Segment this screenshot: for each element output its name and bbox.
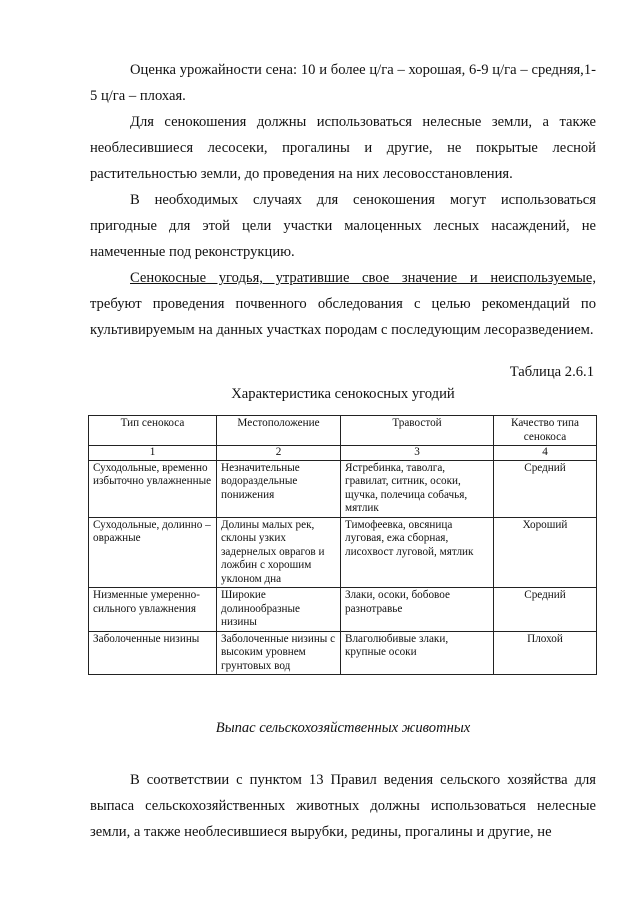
table-header-row [89,416,597,446]
table-row [89,460,597,517]
header-cell: Качество типа сенокоса [494,416,597,446]
header-cell: Травостой [341,416,494,446]
paragraph-grazing [90,767,596,845]
table-cell: Незначительные водораздельные понижения [217,460,341,517]
column-number: 1 [89,446,217,461]
column-number: 4 [494,446,597,461]
table-cell: Плохой [494,631,597,675]
paragraph-text: Для сенокошения должны использоваться нелесные земли, а также необлесившиеся лесосеки, прогалины и другие, не покрытые лесной растительностью земли, до проведения на них лесовосстановления. [90,114,596,182]
paragraph-text: В соответствии с пунктом 13 Правил ведения сельского хозяйства для выпаса сельскохозяйственных животных должны использоваться нелесные земли, а также необлесившиеся вырубки, редины, прогалины и другие, не [90,772,596,840]
header-cell: Местоположение [217,416,341,446]
table-row [89,517,597,588]
hayfield-table [88,415,597,675]
table-cell: Ястребинка, таволга, гравилат, ситник, осоки, щучка, полечица собачья, мятлик [341,460,494,517]
paragraph-text: требуют проведения почвенного обследования с целью рекомендаций по культивируемым на данных участках породам с последующим лесоразведением. [90,296,596,338]
table-cell: Низменные умеренно-сильного увлажнения [89,588,217,632]
table-cell: Злаки, осоки, бобовое разнотравье [341,588,494,632]
paragraph-low-value-stands [90,187,596,265]
table-cell: Долины малых рек, склоны узких задернелых оврагов и ложбин с хорошим уклоном дна [217,517,341,588]
paragraph-unused-hayfields [90,265,596,343]
table-cell: Средний [494,460,597,517]
paragraph-hay-yield [90,57,596,109]
header-cell: Тип сенокоса [89,416,217,446]
paragraph-haymaking-lands [90,109,596,187]
table-cell: Широкие долинообразные низины [217,588,341,632]
table-title: Характеристика сенокосных угодий [231,386,455,402]
table-cell: Тимофеевка, овсяница луговая, ежа сборная, лисохвост луговой, мятлик [341,517,494,588]
column-number: 3 [341,446,494,461]
table-row [89,631,597,675]
table-cell: Суходольные, временно избыточно увлажненные [89,460,217,517]
table-cell: Влаголюбивые злаки, крупные осоки [341,631,494,675]
table-cell: Суходольные, долинно – овражные [89,517,217,588]
table-row [89,588,597,632]
table-cell: Средний [494,588,597,632]
table-cell: Хороший [494,517,597,588]
paragraph-text: Оценка урожайности сена: 10 и более ц/га – хорошая, 6-9 ц/га – средняя,1-5 ц/га – плохая. [90,62,596,104]
table-number: Таблица 2.6.1 [509,364,594,380]
underlined-phrase: Сенокосные угодья, утратившие свое значение и неиспользуемые, [130,270,596,286]
section-heading: Выпас сельскохозяйственных животных [215,720,471,736]
table-cell: Заболоченные низины с высоким уровнем грунтовых вод [217,631,341,675]
column-number-row [89,446,597,461]
table-cell: Заболоченные низины [89,631,217,675]
paragraph-text: В необходимых случаях для сенокошения могут использоваться пригодные для этой цели участки малоценных лесных насаждений, не намеченные под реконструкцию. [90,192,596,260]
column-number: 2 [217,446,341,461]
